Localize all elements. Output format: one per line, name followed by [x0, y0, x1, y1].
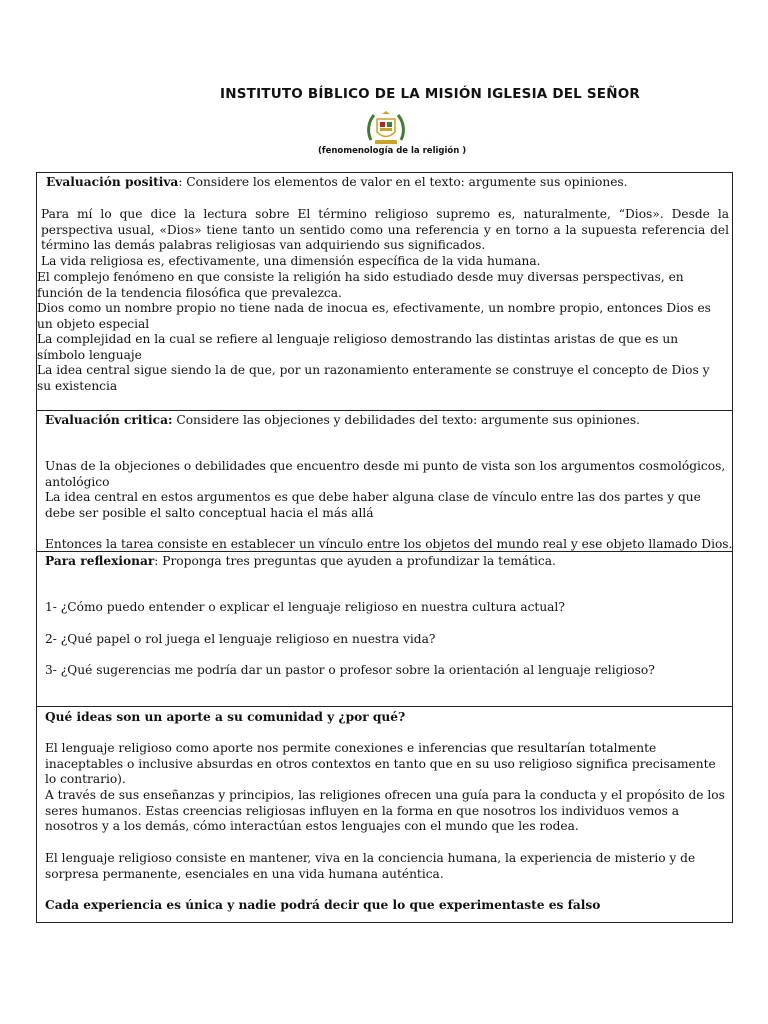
page-title: INSTITUTO BÍBLICO DE LA MISIÓN IGLESIA DEL SEÑOR	[220, 86, 640, 102]
reflection-question: 1- ¿Cómo puedo entender o explicar el lenguaje religioso en nuestra cultura actual?	[45, 600, 565, 614]
positive-paragraph: La vida religiosa es, efectivamente, una dimensión específica de la vida humana.	[41, 254, 541, 268]
community-paragraph: A través de sus enseñanzas y principios, las religiones ofrecen una guía para la conducta y el propósito de los seres humanos. Estas creencias religiosas influyen en la forma en que nosotros los individuos vemos a nosotros y a los demás, cómo interactúan estos lenguajes con el mundo que les rodea.	[45, 788, 725, 834]
critical-paragraph: Entonces la tarea consiste en establecer un vínculo entre los objetos del mundo real y ese objeto llamado Dios.	[45, 537, 733, 551]
community-heading-label: Qué ideas son un aporte a su comunidad y ¿por qué?	[45, 710, 406, 724]
positive-paragraph: La complejidad en la cual se refiere al lenguaje religioso demostrando las distintas aristas de que es un símbolo lenguaje	[37, 332, 679, 362]
critical-paragraph: La idea central en estos argumentos es que debe haber alguna clase de vínculo entre las dos partes y que debe ser posible el salto conceptual hacia el más allá	[45, 490, 701, 520]
positive-evaluation-section	[37, 173, 732, 410]
community-closing	[45, 898, 729, 914]
community-paragraph: El lenguaje religioso como aporte nos permite conexiones e inferencias que resultarían totalmente inaceptables o inclusive absurdas en otros contextos en tanto que en su uso religioso significa precisamente lo contrario).	[45, 741, 716, 787]
critical-heading	[45, 413, 640, 429]
positive-paragraph: Dios como un nombre propio no tiene nada de inocua es, efectivamente, un nombre propio, entonces Dios es un objeto especial	[37, 301, 711, 331]
positive-heading-prompt: : Considere los elementos de valor en el texto: argumente sus opiniones.	[178, 175, 628, 189]
community-paragraph: El lenguaje religioso consiste en mantener, viva en la conciencia humana, la experiencia de misterio y de sorpresa permanente, esenciales en una vida humana auténtica.	[45, 851, 696, 881]
page-subtitle: (fenomenología de la religión )	[318, 146, 467, 156]
positive-paragraph: El complejo fenómeno en que consiste la religión ha sido estudiado desde muy diversas perspectivas, en función de la tendencia filosófica que prevalezca.	[37, 270, 684, 300]
reflection-heading	[45, 554, 556, 570]
critical-heading-prompt: Considere las objeciones y debilidades del texto: argumente sus opiniones.	[172, 413, 640, 427]
positive-paragraph: La idea central sigue siendo la de que, por un razonamiento enteramente se construye el concepto de Dios y su existencia	[37, 363, 710, 393]
evaluation-form	[36, 172, 733, 923]
reflection-question: 3- ¿Qué sugerencias me podría dar un pastor o profesor sobre la orientación al lenguaje religioso?	[45, 663, 655, 677]
reflection-section	[37, 551, 732, 706]
reflection-heading-label: Para reflexionar	[45, 554, 155, 568]
positive-heading	[46, 175, 628, 191]
reflection-question: 2- ¿Qué papel o rol juega el lenguaje religioso en nuestra vida?	[45, 632, 436, 646]
community-heading	[45, 710, 405, 726]
institute-seal-icon	[365, 110, 407, 146]
community-section	[37, 706, 732, 924]
critical-paragraph: Unas de la objeciones o debilidades que encuentro desde mi punto de vista son los argumentos cosmológicos, antológico	[45, 459, 726, 489]
critical-heading-label: Evaluación critica:	[45, 413, 173, 427]
community-closing-text: Cada experiencia es única y nadie podrá decir que lo que experimentaste es falso	[45, 898, 601, 912]
positive-heading-label: Evaluación positiva	[46, 175, 179, 189]
reflection-heading-prompt: : Proponga tres preguntas que ayuden a profundizar la temática.	[154, 554, 556, 568]
critical-evaluation-section	[37, 410, 732, 551]
positive-paragraph: Para mí lo que dice la lectura sobre El término religioso supremo es, naturalmente, “Dios». Desde la perspectiva usual, «Dios» tiene tanto un sentido como una referencia y en torno a la supuesta referencia del término las demás palabras religiosas van adquiriendo sus significados.	[41, 207, 729, 253]
